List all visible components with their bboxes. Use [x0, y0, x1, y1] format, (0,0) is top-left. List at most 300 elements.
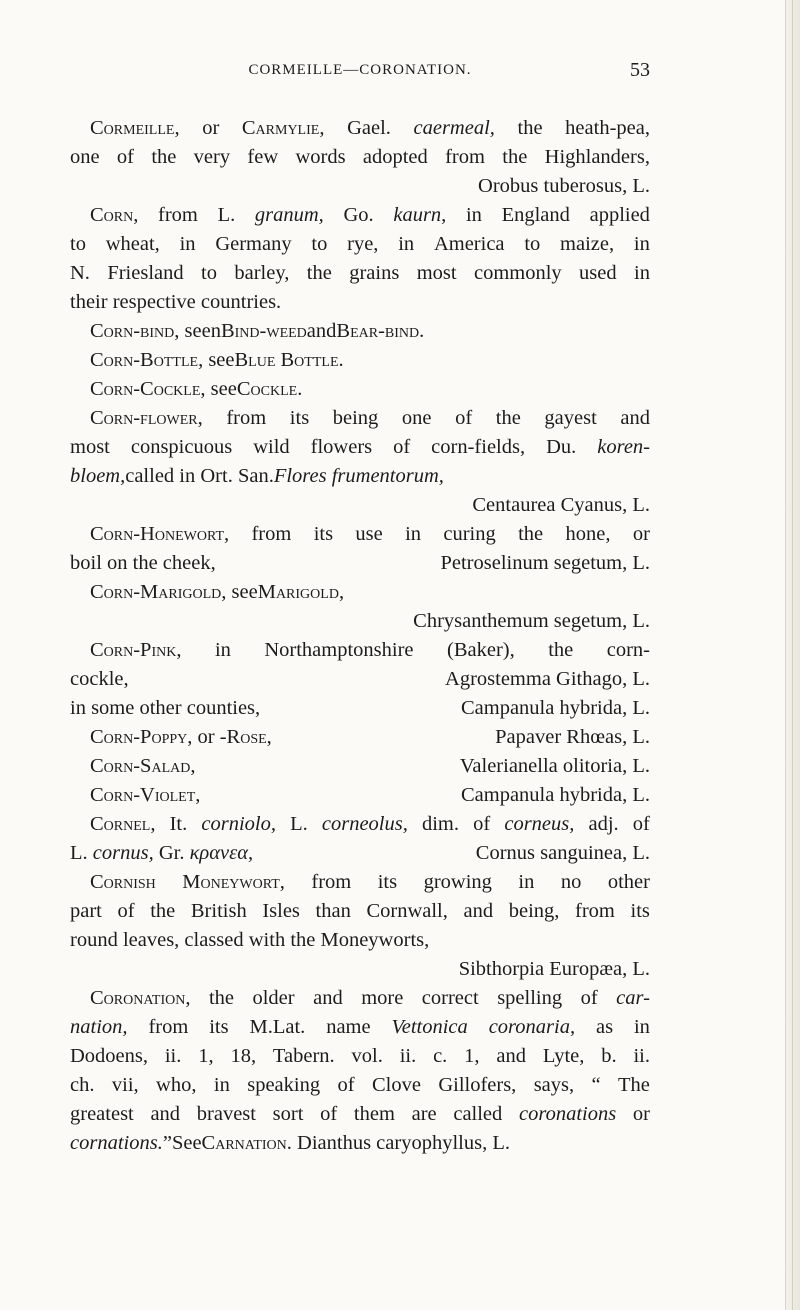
- text-line: [70, 636, 650, 665]
- word: [262, 897, 300, 926]
- word: [422, 984, 479, 1013]
- word: [347, 230, 378, 259]
- word-part: and: [496, 1045, 526, 1067]
- word-part: “: [591, 1074, 601, 1096]
- text-line: [70, 433, 650, 462]
- word: [422, 810, 459, 839]
- word-part: coronations: [519, 1103, 617, 1125]
- word-part: from: [226, 407, 267, 429]
- word: [70, 897, 102, 926]
- word: [290, 810, 308, 839]
- word-part: to: [311, 233, 328, 255]
- line-column: [495, 723, 650, 752]
- word: [90, 868, 156, 897]
- word: [311, 868, 351, 897]
- word: [214, 1071, 230, 1100]
- headword: Corn-Marigold: [90, 581, 222, 603]
- word: [438, 1071, 516, 1100]
- word-part: ch.: [70, 1074, 95, 1096]
- text-line: [70, 839, 650, 868]
- text-line: [70, 665, 650, 694]
- headword: Carnation: [201, 1132, 287, 1154]
- word-part: N.: [70, 262, 90, 284]
- word-part: Clove: [371, 1074, 421, 1096]
- text-span: cockle,: [70, 668, 129, 690]
- word-part: words: [295, 146, 346, 168]
- word: [589, 810, 619, 839]
- text-line: [70, 317, 650, 346]
- word-part: Cormeille: [90, 117, 175, 139]
- headword: Blue Bottle: [234, 349, 339, 371]
- word-part: Corn-Honewort: [90, 523, 225, 545]
- word: [180, 230, 196, 259]
- text-line: [70, 868, 650, 897]
- word-part: in: [398, 233, 415, 255]
- word: [333, 404, 379, 433]
- word: [215, 230, 291, 259]
- word-part: from: [311, 871, 352, 893]
- word: [393, 201, 446, 230]
- text-line: [70, 723, 650, 752]
- word: [230, 1042, 256, 1071]
- text-line: [70, 520, 650, 549]
- text-line: [70, 114, 650, 143]
- dictionary-entries: [70, 114, 650, 1158]
- word: [201, 810, 276, 839]
- headword: Corn-Salad: [90, 755, 191, 777]
- word-part: in: [179, 233, 196, 255]
- text-span: .: [338, 349, 344, 371]
- text-line: [70, 607, 650, 636]
- word: [405, 520, 421, 549]
- headword: Corn-Poppy: [90, 726, 188, 748]
- word: [509, 897, 560, 926]
- line-column: [461, 694, 650, 723]
- word: [347, 114, 391, 143]
- text-line: [70, 1042, 650, 1071]
- word: [70, 1100, 134, 1129]
- word-part: its: [289, 407, 310, 429]
- word-part: Vettonica: [391, 1016, 468, 1038]
- justified-line: [90, 984, 650, 1013]
- text-span: , or -: [187, 726, 227, 748]
- word: [565, 520, 610, 549]
- word-part: the: [150, 900, 176, 922]
- word: [608, 868, 650, 897]
- word-part: M.Lat.: [249, 1016, 306, 1038]
- word-part: Corn-Pink: [90, 639, 177, 661]
- word: [504, 810, 574, 839]
- word-part: curing: [443, 523, 496, 545]
- word: [496, 404, 521, 433]
- word: [70, 433, 110, 462]
- justified-line: [70, 1071, 650, 1100]
- word: [561, 868, 582, 897]
- text-line: [70, 1013, 650, 1042]
- text-line: [70, 230, 650, 259]
- text-line: [70, 926, 650, 955]
- word-part: one: [401, 407, 432, 429]
- word-part: as: [595, 1016, 614, 1038]
- word-part: most: [70, 436, 110, 458]
- word-part: the: [548, 639, 574, 661]
- word: [634, 230, 650, 259]
- text-span: , see: [200, 378, 237, 400]
- word: [90, 201, 138, 230]
- word: [620, 404, 650, 433]
- word-part: its: [630, 900, 650, 922]
- word-part: of: [393, 436, 411, 458]
- word: [518, 868, 534, 897]
- word-part: corneus,: [504, 813, 575, 835]
- text-span: .: [419, 320, 425, 342]
- text-line: [70, 984, 650, 1013]
- word-part: L.: [217, 204, 236, 226]
- word: [131, 433, 232, 462]
- word: [202, 114, 219, 143]
- word: [447, 636, 515, 665]
- word-part: of: [580, 987, 598, 1009]
- word: [70, 259, 90, 288]
- word-part: rye,: [347, 233, 379, 255]
- word-part: gayest: [544, 407, 597, 429]
- word: [443, 520, 495, 549]
- word: [543, 1042, 585, 1071]
- word-part: ii.: [399, 1045, 417, 1067]
- text-line: [70, 955, 650, 984]
- word: [194, 143, 230, 172]
- word-part: spelling: [497, 987, 563, 1009]
- text-span: . Dianthus caryophyllus, L.: [286, 1132, 510, 1154]
- word: [198, 1042, 213, 1071]
- word: [455, 404, 472, 433]
- word-part: and: [463, 900, 494, 922]
- word-part: hone,: [565, 523, 611, 545]
- word-part: in: [214, 639, 231, 661]
- text-span: Papaver Rhœas, L.: [495, 726, 650, 748]
- word: [474, 259, 562, 288]
- word-part: older: [252, 987, 295, 1009]
- word: [633, 810, 650, 839]
- word: [314, 520, 333, 549]
- text-span: and: [306, 320, 337, 342]
- headword: Bind-weed: [220, 320, 307, 342]
- word-part: its: [377, 871, 398, 893]
- text-span: ”: [162, 1132, 172, 1154]
- word-part: them: [353, 1103, 395, 1125]
- text-line: [70, 1100, 650, 1129]
- word: [518, 114, 543, 143]
- word-part: maize,: [560, 233, 615, 255]
- word-part: of: [337, 1074, 355, 1096]
- line-column: [445, 665, 650, 694]
- text-span: Campanula hybrida, L.: [460, 697, 650, 719]
- justified-line: [70, 433, 650, 462]
- word: [544, 404, 596, 433]
- word-part: and: [313, 987, 343, 1009]
- word-part: Cornel: [90, 813, 151, 835]
- word: [343, 201, 373, 230]
- word-part: The: [618, 1074, 650, 1096]
- text-span: , see: [198, 349, 235, 371]
- word-part: applied: [589, 204, 650, 226]
- word-part: or: [632, 523, 650, 545]
- line-column: [70, 839, 253, 868]
- word-part: the: [495, 407, 521, 429]
- word: [496, 1042, 526, 1071]
- word-part: growing: [423, 871, 492, 893]
- word-part: and: [150, 1103, 181, 1125]
- word: [601, 1042, 616, 1071]
- word-part: the: [151, 146, 177, 168]
- justified-line: [90, 201, 650, 230]
- text-span: ,: [195, 784, 201, 806]
- word: [489, 1013, 575, 1042]
- word: [581, 984, 598, 1013]
- headword: Rose: [226, 726, 267, 748]
- word-part: 1,: [198, 1045, 214, 1067]
- word-part: ,: [197, 407, 203, 429]
- word: [372, 1071, 421, 1100]
- text-span: ,: [190, 755, 196, 777]
- word-part: Dodoens,: [70, 1045, 149, 1067]
- word: [90, 636, 181, 665]
- word: [497, 984, 562, 1013]
- word-part: who,: [156, 1074, 197, 1096]
- word: [414, 114, 495, 143]
- word-part: use: [355, 523, 383, 545]
- line-column: [440, 549, 650, 578]
- word-part: or: [202, 117, 220, 139]
- line-column: [70, 665, 129, 694]
- running-head: CORMEILLE—CORONATION.: [248, 62, 472, 78]
- word-part: adopted: [362, 146, 428, 168]
- word-part: name: [326, 1016, 371, 1038]
- text-span: , seen: [174, 320, 221, 342]
- word: [252, 984, 294, 1013]
- word-part: nation,: [70, 1016, 128, 1038]
- word-part: Cornwall,: [366, 900, 448, 922]
- word-part: in: [465, 204, 482, 226]
- word: [417, 259, 457, 288]
- word: [361, 984, 403, 1013]
- word-part: ,: [185, 987, 191, 1009]
- text-span: round leaves, classed with the Moneyworts,: [70, 929, 430, 951]
- text-line: [70, 172, 650, 201]
- word-part: are: [411, 1103, 437, 1125]
- word: [366, 897, 447, 926]
- line-column: [460, 752, 650, 781]
- text-line: [70, 1071, 650, 1100]
- word: [151, 143, 176, 172]
- word: [255, 201, 324, 230]
- word-part: flowers: [310, 436, 373, 458]
- word-part: in: [213, 1074, 230, 1096]
- word-part: grains: [349, 262, 400, 284]
- word: [326, 1013, 370, 1042]
- word-part: ,: [176, 639, 182, 661]
- word-part: Corn: [90, 204, 134, 226]
- word-part: Corn-flower: [90, 407, 198, 429]
- word: [402, 404, 432, 433]
- word: [565, 114, 650, 143]
- text-span: Campanula hybrida, L.: [460, 784, 650, 806]
- word-part: Moneywort: [182, 871, 280, 893]
- word: [355, 520, 382, 549]
- word: [618, 1071, 650, 1100]
- word-part: few: [247, 146, 279, 168]
- word: [70, 1013, 128, 1042]
- word-part: wheat,: [105, 233, 160, 255]
- word-part: ,: [224, 523, 230, 545]
- word-part: speaking: [247, 1074, 321, 1096]
- word-part: than: [315, 900, 351, 922]
- word-part: corniolo,: [201, 813, 276, 835]
- text-line: [70, 404, 650, 433]
- word: [518, 520, 543, 549]
- headword: Cockle: [236, 378, 298, 400]
- word: [209, 984, 234, 1013]
- text-span: their respective countries.: [70, 291, 282, 313]
- word: [106, 230, 160, 259]
- justified-line: [70, 897, 650, 926]
- text-span: Sibthorpia Europæa, L.: [458, 958, 650, 980]
- word-part: being: [332, 407, 379, 429]
- line-column: [461, 781, 650, 810]
- word: [209, 1013, 228, 1042]
- word-part: the: [518, 523, 544, 545]
- word: [253, 433, 289, 462]
- word-part: the: [517, 117, 543, 139]
- word-part: conspicuous: [130, 436, 233, 458]
- word-part: in: [633, 233, 650, 255]
- word: [150, 897, 175, 926]
- word-part: from: [158, 204, 198, 226]
- word: [170, 810, 188, 839]
- word: [107, 259, 183, 288]
- word: [90, 810, 155, 839]
- word-part: 1,: [464, 1045, 480, 1067]
- word: [393, 433, 410, 462]
- headword: Marigold: [257, 581, 339, 603]
- word: [316, 897, 351, 926]
- word-part: ii.: [164, 1045, 182, 1067]
- italic-term: bloem,: [70, 465, 126, 487]
- word-part: Gillofers,: [438, 1074, 517, 1096]
- word-part: called: [453, 1103, 503, 1125]
- word-part: and: [620, 407, 650, 429]
- word-part: vol.: [351, 1045, 383, 1067]
- word-part: to: [201, 262, 217, 284]
- word: [431, 433, 525, 462]
- word: [412, 1100, 437, 1129]
- page-header: [70, 59, 650, 88]
- word: [215, 636, 231, 665]
- word-part: bravest: [196, 1103, 256, 1125]
- word-part: in: [634, 262, 650, 284]
- word: [560, 230, 614, 259]
- word-part: Tabern.: [272, 1045, 335, 1067]
- justified-line: [90, 810, 650, 839]
- word: [534, 1071, 574, 1100]
- word: [218, 201, 236, 230]
- text-span: Gr.: [153, 842, 190, 864]
- word: [320, 1100, 337, 1129]
- text-line: [70, 259, 650, 288]
- word-part: caermeal,: [413, 117, 495, 139]
- justified-line: [70, 1013, 650, 1042]
- word: [631, 897, 650, 926]
- word-part: wild: [253, 436, 290, 458]
- word-part: to: [70, 233, 86, 255]
- word: [633, 520, 650, 549]
- word: [311, 433, 372, 462]
- word: [502, 143, 527, 172]
- italic-term: cornations.: [70, 1132, 163, 1154]
- word: [453, 1100, 502, 1129]
- word: [247, 1071, 320, 1100]
- italic-term: cornus,: [92, 842, 154, 864]
- word-part: ,: [279, 871, 285, 893]
- word: [607, 636, 650, 665]
- word: [337, 1071, 354, 1100]
- word: [148, 1013, 188, 1042]
- word-part: correct: [421, 987, 479, 1009]
- word-part: America: [433, 233, 505, 255]
- word-part: England: [501, 204, 570, 226]
- page-number: 53: [630, 59, 650, 81]
- word: [354, 1100, 395, 1129]
- word: [322, 810, 408, 839]
- word: [70, 1071, 94, 1100]
- word-part: in: [518, 871, 535, 893]
- text-span: .: [297, 378, 303, 400]
- word: [273, 1100, 304, 1129]
- justified-line: [90, 114, 650, 143]
- word-part: b.: [601, 1045, 617, 1067]
- word: [502, 201, 570, 230]
- headword: Corn-Violet: [90, 784, 196, 806]
- word-part: more: [361, 987, 404, 1009]
- word: [592, 1071, 601, 1100]
- word-part: the: [208, 987, 234, 1009]
- word-part: Du.: [546, 436, 577, 458]
- word-part: in: [405, 523, 422, 545]
- word-part: c.: [433, 1045, 448, 1067]
- word-part: 18,: [230, 1045, 257, 1067]
- word: [273, 1042, 335, 1071]
- word: [634, 259, 650, 288]
- word: [290, 404, 309, 433]
- text-line: [70, 694, 650, 723]
- word: [70, 1042, 148, 1071]
- word-part: Northamptonshire: [264, 639, 414, 661]
- word-part: ,: [150, 813, 156, 835]
- word: [548, 636, 573, 665]
- word: [234, 259, 289, 288]
- word: [349, 259, 399, 288]
- text-line: [70, 491, 650, 520]
- line-column: [90, 781, 200, 810]
- text-line: [70, 143, 650, 172]
- word: [633, 1100, 650, 1129]
- word-part: heath-pea,: [565, 117, 650, 139]
- word-part: of: [320, 1103, 338, 1125]
- text-line: [70, 375, 650, 404]
- word-part: greatest: [70, 1103, 134, 1125]
- word-part: coronaria,: [488, 1016, 576, 1038]
- text-span: Centaurea Cyanus, L.: [472, 494, 650, 516]
